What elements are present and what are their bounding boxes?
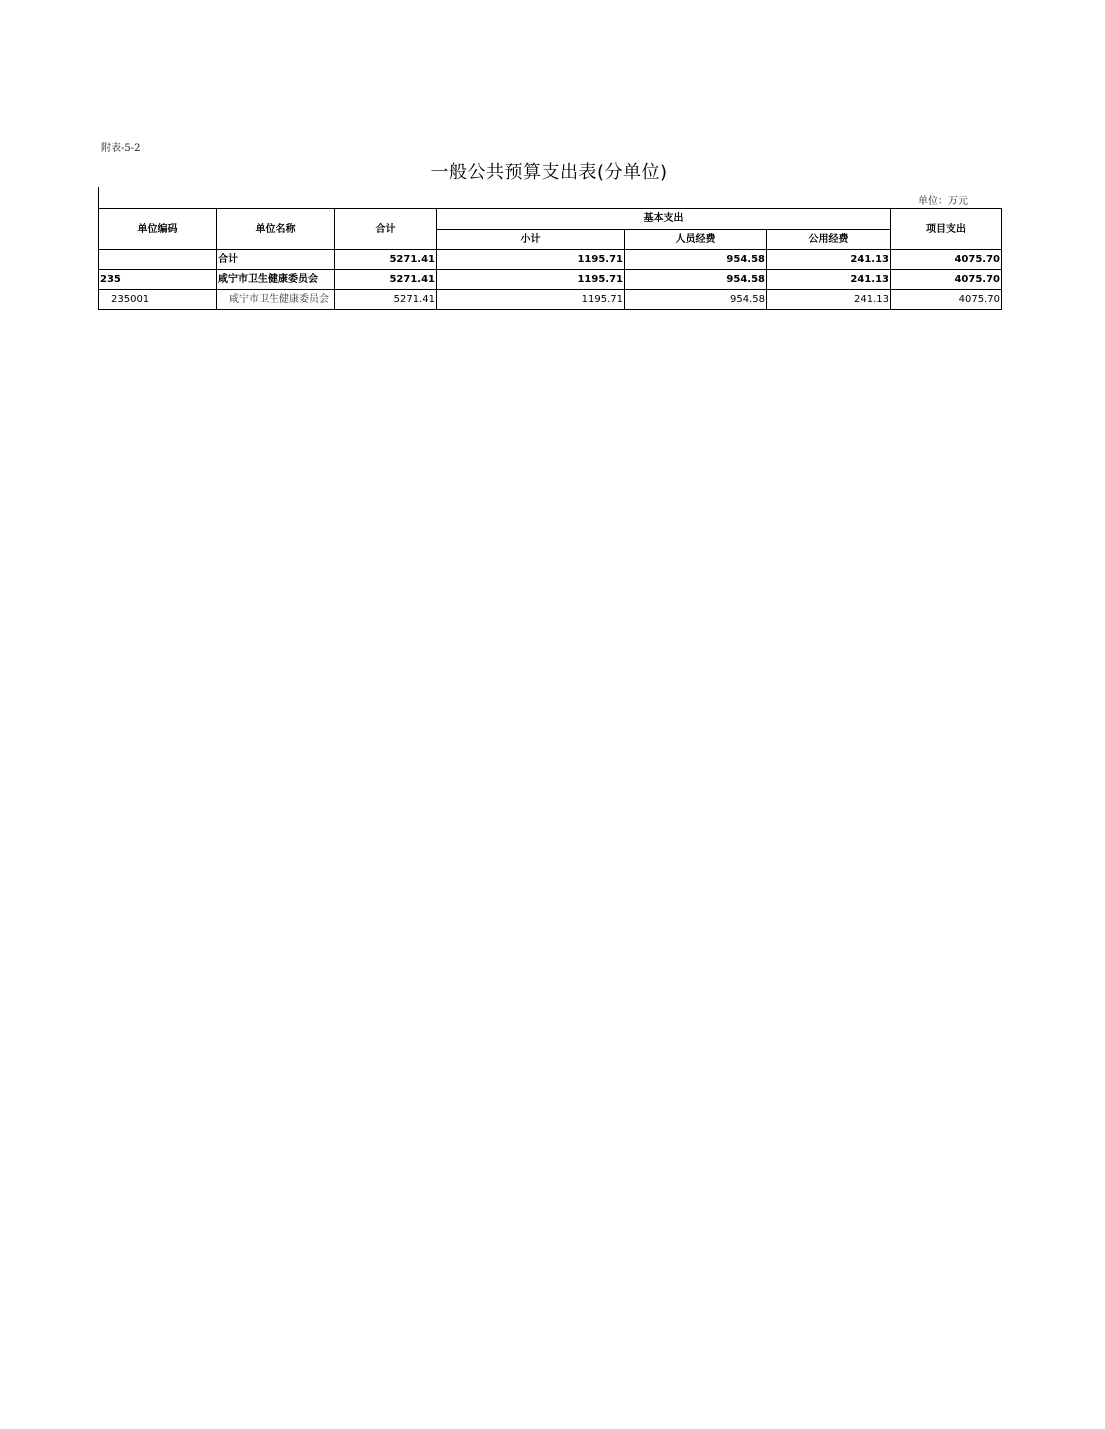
col-header-total: 合计 (335, 209, 437, 250)
cell-project: 4075.70 (891, 270, 1002, 290)
unit-label: 单位：万元 (918, 196, 968, 207)
cell-subtotal: 1195.71 (437, 290, 625, 310)
cell-name: 咸宁市卫生健康委员会 (217, 290, 335, 310)
cell-public: 241.13 (767, 250, 891, 270)
cell-code (99, 250, 217, 270)
cell-code: 235001 (99, 290, 217, 310)
cell-code: 235 (99, 270, 217, 290)
table-row-unit (99, 290, 1002, 310)
cell-public: 241.13 (767, 290, 891, 310)
cell-total: 5271.41 (335, 290, 437, 310)
cell-subtotal: 1195.71 (437, 250, 625, 270)
left-border-line (98, 187, 99, 209)
cell-name: 咸宁市卫生健康委员会 (217, 270, 335, 290)
col-header-basic-group: 基本支出 (437, 209, 891, 230)
cell-total: 5271.41 (335, 250, 437, 270)
cell-personnel: 954.58 (625, 250, 767, 270)
attachment-label: 附表-5-2 (101, 143, 141, 154)
col-header-personnel: 人员经费 (625, 229, 767, 250)
cell-subtotal: 1195.71 (437, 270, 625, 290)
cell-total: 5271.41 (335, 270, 437, 290)
col-header-public: 公用经费 (767, 229, 891, 250)
col-header-code: 单位编码 (99, 209, 217, 250)
cell-name: 合计 (217, 250, 335, 270)
cell-project: 4075.70 (891, 290, 1002, 310)
budget-table (98, 208, 1002, 310)
table-row-total (99, 250, 1002, 270)
cell-public: 241.13 (767, 270, 891, 290)
col-header-subtotal: 小计 (437, 229, 625, 250)
col-header-name: 单位名称 (217, 209, 335, 250)
header-row (99, 209, 1002, 230)
col-header-project: 项目支出 (891, 209, 1002, 250)
table-row-department (99, 270, 1002, 290)
cell-personnel: 954.58 (625, 290, 767, 310)
cell-project: 4075.70 (891, 250, 1002, 270)
cell-personnel: 954.58 (625, 270, 767, 290)
page-title: 一般公共预算支出表(分单位) (430, 162, 668, 183)
